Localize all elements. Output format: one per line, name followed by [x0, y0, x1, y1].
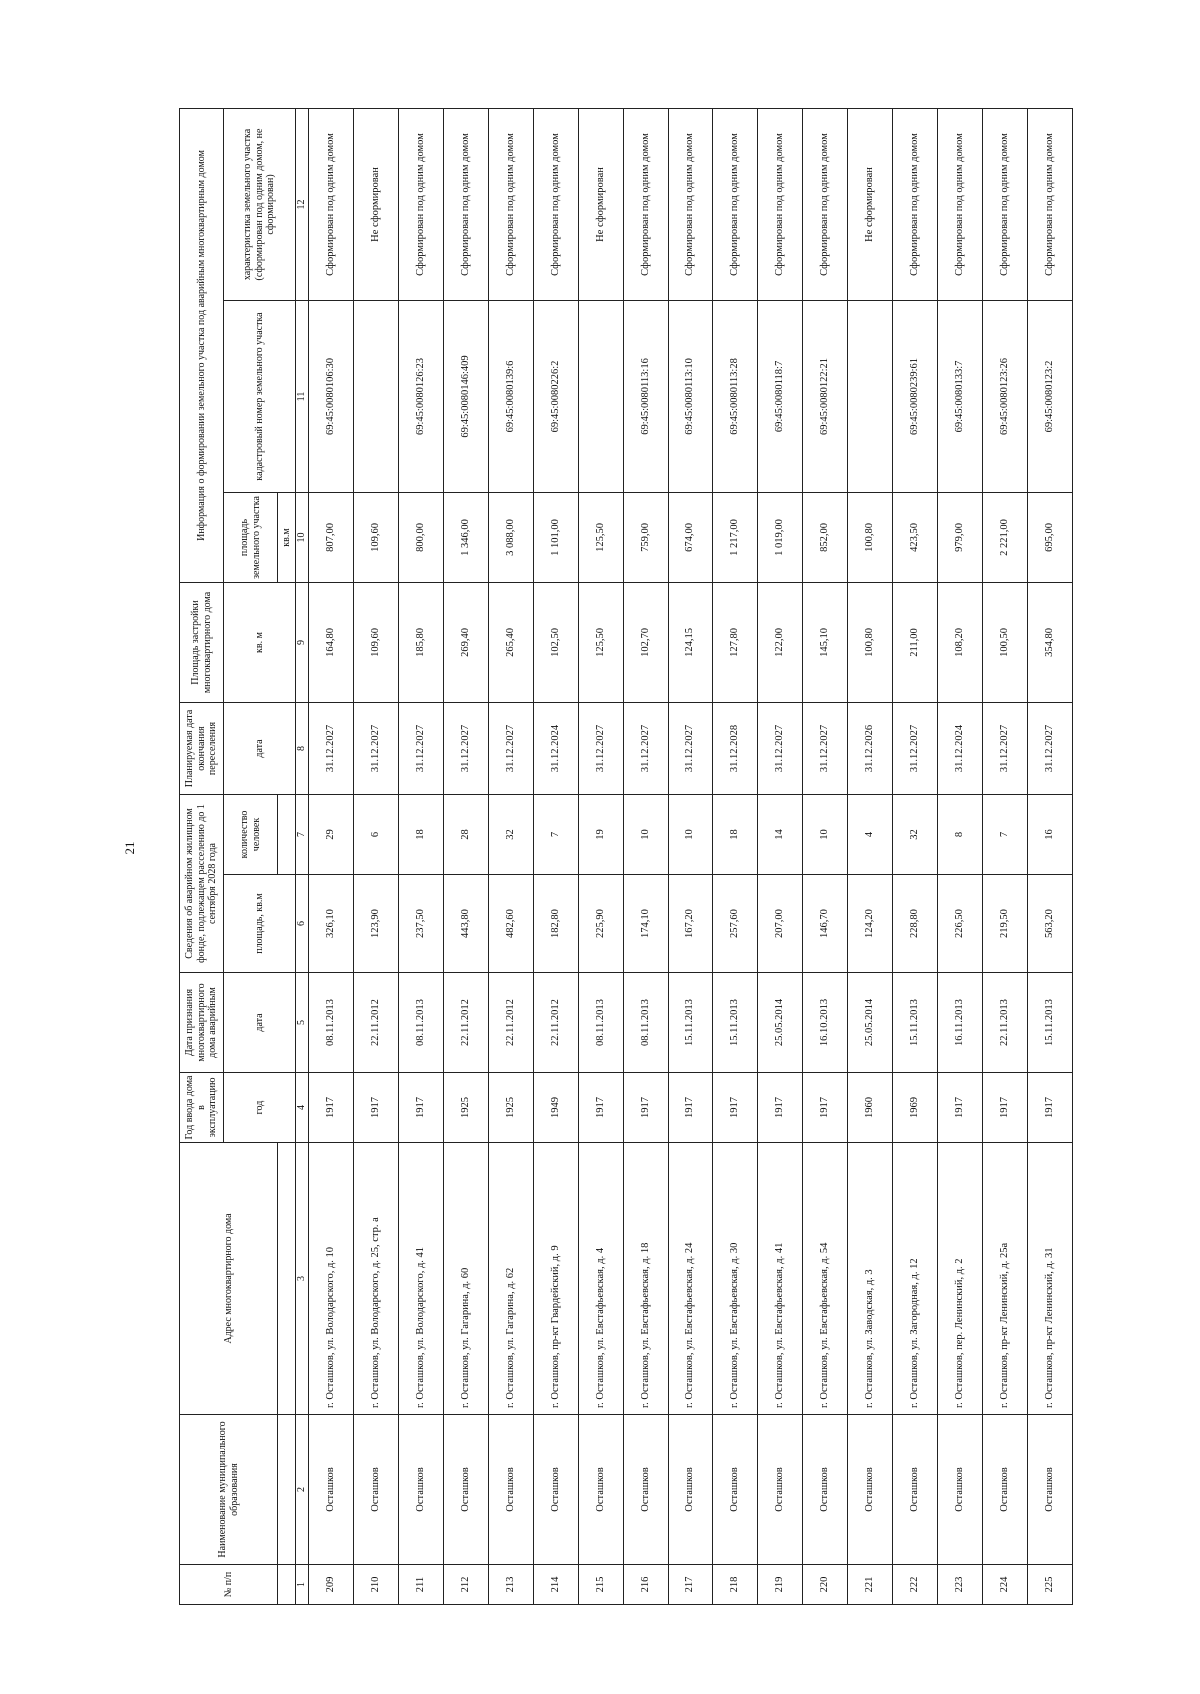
- cell-year: 1917: [623, 1073, 668, 1143]
- cell-area: 257,60: [713, 875, 758, 973]
- cell-people: 10: [668, 794, 713, 874]
- table-row: [848, 108, 893, 1604]
- header-cadastral: кадастровый номер земельного участка: [224, 300, 296, 492]
- cell-built-area: 122,00: [758, 582, 803, 702]
- cell-address: г. Осташков, пр-кт Ленинский, д. 31: [1028, 1143, 1073, 1415]
- cell-municipality: Осташков: [443, 1415, 488, 1565]
- cell-address: г. Осташков, ул. Евстафьевская, д. 24: [668, 1143, 713, 1415]
- table-row: [803, 108, 848, 1604]
- cell-people: 18: [713, 794, 758, 874]
- cell-number: 209: [309, 1565, 354, 1605]
- cell-characteristic: Сформирован под одним домом: [1028, 108, 1073, 300]
- cell-people: 28: [443, 794, 488, 874]
- cell-recognition-date: 15.11.2013: [1028, 973, 1073, 1073]
- cell-address: г. Осташков, ул. Евстафьевская, д. 54: [803, 1143, 848, 1415]
- cell-cadastral-number: [578, 300, 623, 492]
- header-blank: [278, 1565, 296, 1605]
- cell-recognition-date: 15.11.2013: [713, 973, 758, 1073]
- cell-planned-date: 31.12.2026: [848, 702, 893, 794]
- table-row: [309, 108, 354, 1604]
- cell-municipality: Осташков: [803, 1415, 848, 1565]
- column-number: 8: [296, 702, 309, 794]
- header-land-group: Информация о формировании земельного участка под аварийным многоквартирным домом: [180, 108, 224, 582]
- cell-municipality: Осташков: [533, 1415, 578, 1565]
- cell-municipality: Осташков: [983, 1415, 1028, 1565]
- cell-recognition-date: 22.11.2012: [488, 973, 533, 1073]
- cell-people: 6: [353, 794, 398, 874]
- cell-area: 207,00: [758, 875, 803, 973]
- cell-built-area: 265,40: [488, 582, 533, 702]
- cell-address: г. Осташков, ул. Заводская, д. 3: [848, 1143, 893, 1415]
- header-date: дата: [224, 973, 296, 1073]
- column-number: 9: [296, 582, 309, 702]
- cell-municipality: Осташков: [848, 1415, 893, 1565]
- column-number: 6: [296, 875, 309, 973]
- cell-planned-date: 31.12.2027: [443, 702, 488, 794]
- cell-built-area: 100,50: [983, 582, 1028, 702]
- cell-characteristic: Сформирован под одним домом: [803, 108, 848, 300]
- cell-built-area: 354,80: [1028, 582, 1073, 702]
- cell-planned-date: 31.12.2027: [893, 702, 938, 794]
- header-recognition-group: Дата признания многоквартирного дома аварийным: [180, 973, 224, 1073]
- cell-characteristic: Сформирован под одним домом: [623, 108, 668, 300]
- table-row: [1028, 108, 1073, 1604]
- cell-area: 237,50: [398, 875, 443, 973]
- cell-planned-date: 31.12.2028: [713, 702, 758, 794]
- cell-number: 211: [398, 1565, 443, 1605]
- header-blank: [278, 1143, 296, 1415]
- cell-area: 146,70: [803, 875, 848, 973]
- header-characteristic: характеристика земельного участка (сформирован под одним домом, не сформирован): [224, 108, 296, 300]
- cell-number: 214: [533, 1565, 578, 1605]
- cell-people: 19: [578, 794, 623, 874]
- cell-built-area: 100,80: [848, 582, 893, 702]
- cell-number: 218: [713, 1565, 758, 1605]
- cell-recognition-date: 08.11.2013: [309, 973, 354, 1073]
- cell-people: 10: [803, 794, 848, 874]
- cell-characteristic: Сформирован под одним домом: [488, 108, 533, 300]
- table-row: [443, 108, 488, 1604]
- cell-characteristic: Сформирован под одним домом: [713, 108, 758, 300]
- cell-people: 29: [309, 794, 354, 874]
- cell-land-area: 1 019,00: [758, 492, 803, 582]
- cell-recognition-date: 08.11.2013: [398, 973, 443, 1073]
- rotated-table-container: [179, 109, 1073, 1605]
- header-num: № п/п: [180, 1565, 278, 1605]
- cell-land-area: 423,50: [893, 492, 938, 582]
- cell-cadastral-number: 69:45:0080122:21: [803, 300, 848, 492]
- cell-recognition-date: 22.11.2013: [983, 973, 1028, 1073]
- cell-cadastral-number: 69:45:0080133:7: [938, 300, 983, 492]
- table-row: [983, 108, 1028, 1604]
- cell-address: г. Осташков, ул. Загородная, д. 12: [893, 1143, 938, 1415]
- cell-cadastral-number: 69:45:0080113:28: [713, 300, 758, 492]
- cell-cadastral-number: 69:45:0080239:61: [893, 300, 938, 492]
- cell-recognition-date: 22.11.2012: [443, 973, 488, 1073]
- cell-area: 226,50: [938, 875, 983, 973]
- cell-characteristic: Сформирован под одним домом: [938, 108, 983, 300]
- cell-characteristic: Сформирован под одним домом: [668, 108, 713, 300]
- column-number: 4: [296, 1073, 309, 1143]
- cell-land-area: 695,00: [1028, 492, 1073, 582]
- table-row: [758, 108, 803, 1604]
- cell-area: 182,80: [533, 875, 578, 973]
- cell-land-area: 109,60: [353, 492, 398, 582]
- cell-address: г. Осташков, ул. Евстафьевская, д. 41: [758, 1143, 803, 1415]
- cell-planned-date: 31.12.2027: [309, 702, 354, 794]
- cell-area: 124,20: [848, 875, 893, 973]
- cell-number: 210: [353, 1565, 398, 1605]
- cell-cadastral-number: 69:45:0080146:409: [443, 300, 488, 492]
- table-body: [309, 108, 1073, 1604]
- cell-land-area: 3 088,00: [488, 492, 533, 582]
- cell-built-area: 102,50: [533, 582, 578, 702]
- cell-planned-date: 31.12.2027: [578, 702, 623, 794]
- cell-recognition-date: 08.11.2013: [623, 973, 668, 1073]
- cell-address: г. Осташков, ул. Володарского, д. 10: [309, 1143, 354, 1415]
- cell-municipality: Осташков: [893, 1415, 938, 1565]
- cell-built-area: 109,60: [353, 582, 398, 702]
- cell-people: 7: [983, 794, 1028, 874]
- table-row: [623, 108, 668, 1604]
- cell-number: 219: [758, 1565, 803, 1605]
- table-row: [893, 108, 938, 1604]
- cell-cadastral-number: 69:45:0080113:16: [623, 300, 668, 492]
- column-number: 3: [296, 1143, 309, 1415]
- cell-area: 167,20: [668, 875, 713, 973]
- cell-address: г. Осташков, пер. Ленинский, д. 2: [938, 1143, 983, 1415]
- cell-year: 1917: [1028, 1073, 1073, 1143]
- cell-number: 217: [668, 1565, 713, 1605]
- header-built-area-group: Площадь застройки многоквартирного дома: [180, 582, 224, 702]
- cell-people: 4: [848, 794, 893, 874]
- header-area: площадь, кв.м: [224, 875, 296, 973]
- cell-year: 1917: [983, 1073, 1028, 1143]
- cell-year: 1917: [578, 1073, 623, 1143]
- table-row: [578, 108, 623, 1604]
- cell-planned-date: 31.12.2024: [533, 702, 578, 794]
- cell-year: 1917: [668, 1073, 713, 1143]
- emergency-housing-table: [179, 108, 1073, 1605]
- header-people: количество человек: [224, 794, 278, 874]
- cell-cadastral-number: [353, 300, 398, 492]
- cell-area: 174,10: [623, 875, 668, 973]
- cell-address: г. Осташков, пр-кт Гвардейский, д. 9: [533, 1143, 578, 1415]
- cell-area: 563,20: [1028, 875, 1073, 973]
- cell-characteristic: Сформирован под одним домом: [398, 108, 443, 300]
- cell-area: 225,90: [578, 875, 623, 973]
- cell-built-area: 125,50: [578, 582, 623, 702]
- cell-cadastral-number: 69:45:0080226:2: [533, 300, 578, 492]
- cell-people: 16: [1028, 794, 1073, 874]
- cell-address: г. Осташков, пр-кт Ленинский, д. 25а: [983, 1143, 1028, 1415]
- cell-characteristic: Не сформирован: [578, 108, 623, 300]
- cell-year: 1917: [713, 1073, 758, 1143]
- cell-planned-date: 31.12.2027: [623, 702, 668, 794]
- cell-year: 1917: [803, 1073, 848, 1143]
- cell-characteristic: Сформирован под одним домом: [533, 108, 578, 300]
- cell-land-area: 674,00: [668, 492, 713, 582]
- cell-people: 32: [893, 794, 938, 874]
- cell-municipality: Осташков: [623, 1415, 668, 1565]
- column-number: 5: [296, 973, 309, 1073]
- cell-land-area: 1 101,00: [533, 492, 578, 582]
- cell-number: 222: [893, 1565, 938, 1605]
- table-row: [398, 108, 443, 1604]
- cell-planned-date: 31.12.2027: [803, 702, 848, 794]
- column-number: 11: [296, 300, 309, 492]
- table-row: [668, 108, 713, 1604]
- cell-area: 482,60: [488, 875, 533, 973]
- cell-characteristic: Сформирован под одним домом: [758, 108, 803, 300]
- cell-land-area: 2 221,00: [983, 492, 1028, 582]
- cell-land-area: 125,50: [578, 492, 623, 582]
- cell-people: 32: [488, 794, 533, 874]
- cell-municipality: Осташков: [758, 1415, 803, 1565]
- cell-people: 14: [758, 794, 803, 874]
- cell-built-area: 124,15: [668, 582, 713, 702]
- cell-land-area: 1 217,00: [713, 492, 758, 582]
- cell-planned-date: 31.12.2024: [938, 702, 983, 794]
- cell-number: 225: [1028, 1565, 1073, 1605]
- header-planned-date: дата: [224, 702, 296, 794]
- cell-built-area: 269,40: [443, 582, 488, 702]
- cell-number: 216: [623, 1565, 668, 1605]
- cell-area: 228,80: [893, 875, 938, 973]
- cell-land-area: 759,00: [623, 492, 668, 582]
- cell-address: г. Осташков, ул. Гагарина, д. 60: [443, 1143, 488, 1415]
- cell-number: 221: [848, 1565, 893, 1605]
- cell-cadastral-number: [848, 300, 893, 492]
- cell-area: 443,80: [443, 875, 488, 973]
- cell-year: 1925: [443, 1073, 488, 1143]
- cell-planned-date: 31.12.2027: [668, 702, 713, 794]
- cell-built-area: 127,80: [713, 582, 758, 702]
- cell-municipality: Осташков: [398, 1415, 443, 1565]
- column-number: 10: [296, 492, 309, 582]
- cell-number: 212: [443, 1565, 488, 1605]
- cell-cadastral-number: 69:45:0080139:6: [488, 300, 533, 492]
- cell-municipality: Осташков: [1028, 1415, 1073, 1565]
- cell-year: 1960: [848, 1073, 893, 1143]
- cell-area: 326,10: [309, 875, 354, 973]
- header-address: Адрес многоквартирного дома: [180, 1143, 278, 1415]
- cell-municipality: Осташков: [713, 1415, 758, 1565]
- cell-address: г. Осташков, ул. Евстафьевская, д. 18: [623, 1143, 668, 1415]
- cell-people: 8: [938, 794, 983, 874]
- cell-recognition-date: 22.11.2012: [353, 973, 398, 1073]
- column-number: 7: [296, 794, 309, 874]
- cell-land-area: 1 346,00: [443, 492, 488, 582]
- column-number: 12: [296, 108, 309, 300]
- cell-number: 223: [938, 1565, 983, 1605]
- cell-number: 220: [803, 1565, 848, 1605]
- header-built-area: кв. м: [224, 582, 296, 702]
- cell-built-area: 108,20: [938, 582, 983, 702]
- cell-planned-date: 31.12.2027: [488, 702, 533, 794]
- header-land-area: площадь земельного участка: [224, 492, 278, 582]
- cell-cadastral-number: 69:45:0080123:2: [1028, 300, 1073, 492]
- cell-people: 7: [533, 794, 578, 874]
- cell-address: г. Осташков, ул. Евстафьевская, д. 30: [713, 1143, 758, 1415]
- header-blank: [278, 1415, 296, 1565]
- column-number: 2: [296, 1415, 309, 1565]
- cell-characteristic: Сформирован под одним домом: [443, 108, 488, 300]
- cell-municipality: Осташков: [578, 1415, 623, 1565]
- cell-year: 1917: [309, 1073, 354, 1143]
- cell-built-area: 211,00: [893, 582, 938, 702]
- cell-recognition-date: 15.11.2013: [668, 973, 713, 1073]
- cell-planned-date: 31.12.2027: [1028, 702, 1073, 794]
- cell-cadastral-number: 69:45:0080123:26: [983, 300, 1028, 492]
- header-municipality: Наименование муниципального образования: [180, 1415, 278, 1565]
- cell-year: 1917: [938, 1073, 983, 1143]
- cell-cadastral-number: 69:45:0080113:10: [668, 300, 713, 492]
- cell-built-area: 145,10: [803, 582, 848, 702]
- cell-municipality: Осташков: [668, 1415, 713, 1565]
- table-row: [533, 108, 578, 1604]
- cell-planned-date: 31.12.2027: [758, 702, 803, 794]
- table-row: [713, 108, 758, 1604]
- cell-recognition-date: 22.11.2012: [533, 973, 578, 1073]
- cell-recognition-date: 16.11.2013: [938, 973, 983, 1073]
- cell-planned-date: 31.12.2027: [983, 702, 1028, 794]
- cell-characteristic: Сформирован под одним домом: [309, 108, 354, 300]
- cell-planned-date: 31.12.2027: [353, 702, 398, 794]
- cell-built-area: 185,80: [398, 582, 443, 702]
- cell-planned-date: 31.12.2027: [398, 702, 443, 794]
- header-planned-group: Планируемая дата окончания переселения: [180, 702, 224, 794]
- cell-recognition-date: 15.11.2013: [893, 973, 938, 1073]
- cell-land-area: 807,00: [309, 492, 354, 582]
- cell-year: 1925: [488, 1073, 533, 1143]
- cell-characteristic: Не сформирован: [353, 108, 398, 300]
- cell-year: 1917: [758, 1073, 803, 1143]
- header-year-group: Год ввода дома в эксплуатацию: [180, 1073, 224, 1143]
- header-year: год: [224, 1073, 296, 1143]
- cell-year: 1917: [353, 1073, 398, 1143]
- cell-recognition-date: 16.10.2013: [803, 973, 848, 1073]
- header-fund-group: Сведения об аварийном жилищном фонде, подлежащем расселению до 1 сентября 2028 года: [180, 794, 224, 972]
- cell-recognition-date: 08.11.2013: [578, 973, 623, 1073]
- cell-cadastral-number: 69:45:0080118:7: [758, 300, 803, 492]
- cell-built-area: 164,80: [309, 582, 354, 702]
- page-number: 21: [122, 841, 137, 855]
- table-row: [353, 108, 398, 1604]
- cell-number: 224: [983, 1565, 1028, 1605]
- cell-municipality: Осташков: [938, 1415, 983, 1565]
- cell-address: г. Осташков, ул. Евстафьевская, д. 4: [578, 1143, 623, 1415]
- cell-characteristic: Сформирован под одним домом: [983, 108, 1028, 300]
- header-land-area-unit: кв.м: [278, 492, 296, 582]
- cell-land-area: 800,00: [398, 492, 443, 582]
- cell-year: 1917: [398, 1073, 443, 1143]
- cell-municipality: Осташков: [488, 1415, 533, 1565]
- cell-land-area: 100,80: [848, 492, 893, 582]
- cell-cadastral-number: 69:45:0080106:30: [309, 300, 354, 492]
- cell-year: 1969: [893, 1073, 938, 1143]
- table-row: [488, 108, 533, 1604]
- cell-address: г. Осташков, ул. Володарского, д. 25, стр. а: [353, 1143, 398, 1415]
- cell-recognition-date: 25.05.2014: [848, 973, 893, 1073]
- cell-land-area: 852,00: [803, 492, 848, 582]
- cell-characteristic: Не сформирован: [848, 108, 893, 300]
- cell-number: 215: [578, 1565, 623, 1605]
- cell-number: 213: [488, 1565, 533, 1605]
- table-row: [938, 108, 983, 1604]
- cell-address: г. Осташков, ул. Гагарина, д. 62: [488, 1143, 533, 1415]
- cell-municipality: Осташков: [309, 1415, 354, 1565]
- cell-people: 18: [398, 794, 443, 874]
- cell-address: г. Осташков, ул. Володарского, д. 41: [398, 1143, 443, 1415]
- cell-cadastral-number: 69:45:0080126:23: [398, 300, 443, 492]
- cell-recognition-date: 25.05.2014: [758, 973, 803, 1073]
- cell-built-area: 102,70: [623, 582, 668, 702]
- cell-people: 10: [623, 794, 668, 874]
- cell-municipality: Осташков: [353, 1415, 398, 1565]
- cell-characteristic: Сформирован под одним домом: [893, 108, 938, 300]
- cell-land-area: 979,00: [938, 492, 983, 582]
- header-blank: [278, 794, 296, 874]
- cell-area: 219,50: [983, 875, 1028, 973]
- cell-area: 123,90: [353, 875, 398, 973]
- column-number: 1: [296, 1565, 309, 1605]
- cell-year: 1949: [533, 1073, 578, 1143]
